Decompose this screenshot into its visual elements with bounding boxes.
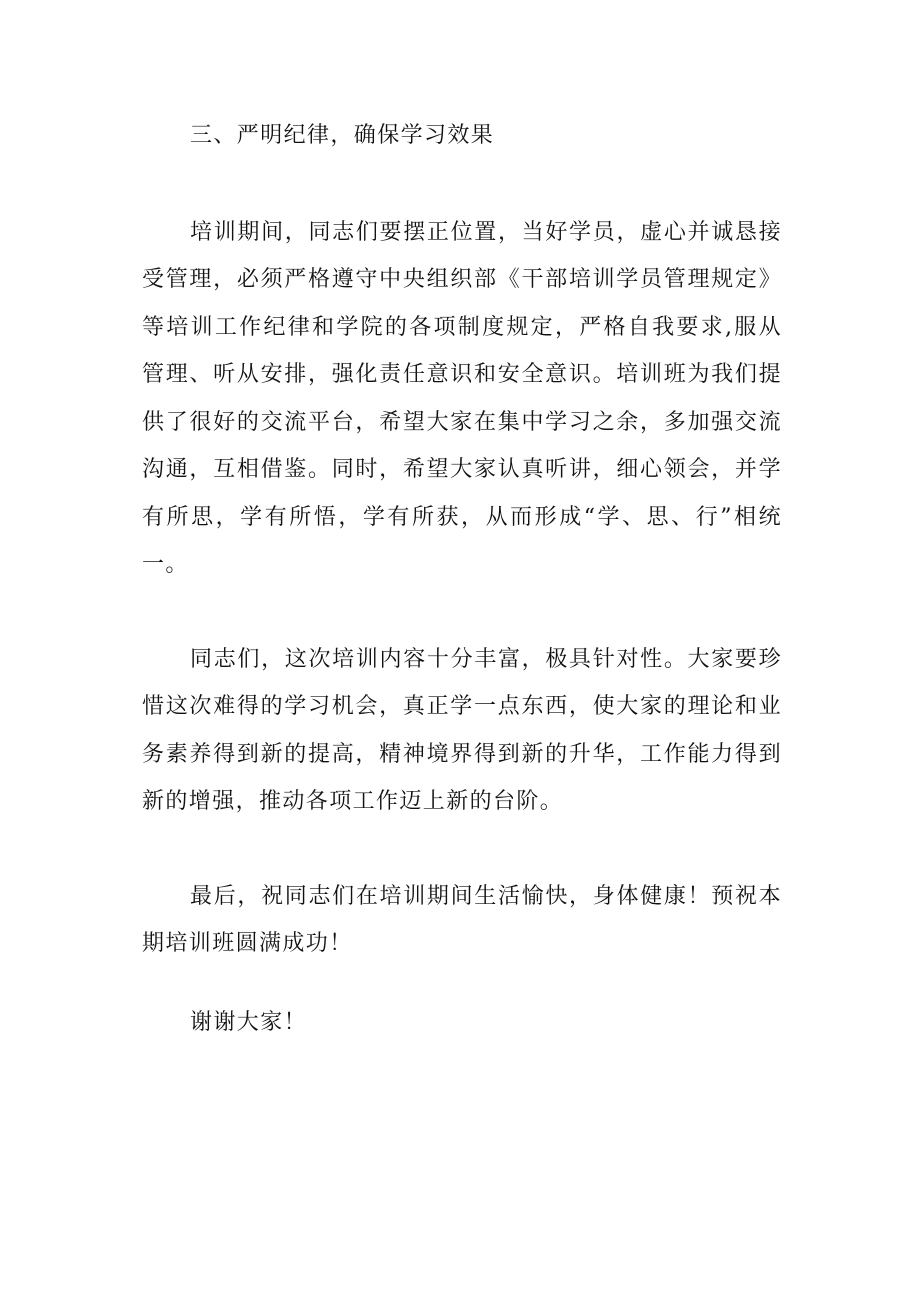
paragraph-discipline: 培训期间，同志们要摆正位置，当好学员，虚心并诚恳接受管理，必须严格遵守中央组织部《干部培训学员管理规定》等培训工作纪律和学院的各项制度规定，严格自我要求,服从管理、听从安排，强化责任意识和安全意识。培训班为我们提供了很好的交流平台，希望大家在集中学习之余，多加强交流沟通，互相借鉴。同时，希望大家认真听讲，细心领会，并学有所思，学有所悟，学有所获，从而形成“学、思、行”相统一。 (142, 219, 782, 577)
section-heading: 三、严明纪律，确保学习效果 (190, 123, 495, 148)
paragraph-thanks: 谢谢大家！ (190, 1009, 308, 1035)
paragraph-training-content: 同志们，这次培训内容十分丰富，极具针对性。大家要珍惜这次难得的学习机会，真正学一点东西，使大家的理论和业务素养得到新的提高，精神境界得到新的升华，工作能力得到新的增强，推动各项工作迈上新的台阶。 (142, 646, 782, 814)
paragraph-closing-wishes: 最后，祝同志们在培训期间生活愉快，身体健康！预祝本期培训班圆满成功！ (142, 883, 782, 956)
document-page (142, 112, 782, 1046)
